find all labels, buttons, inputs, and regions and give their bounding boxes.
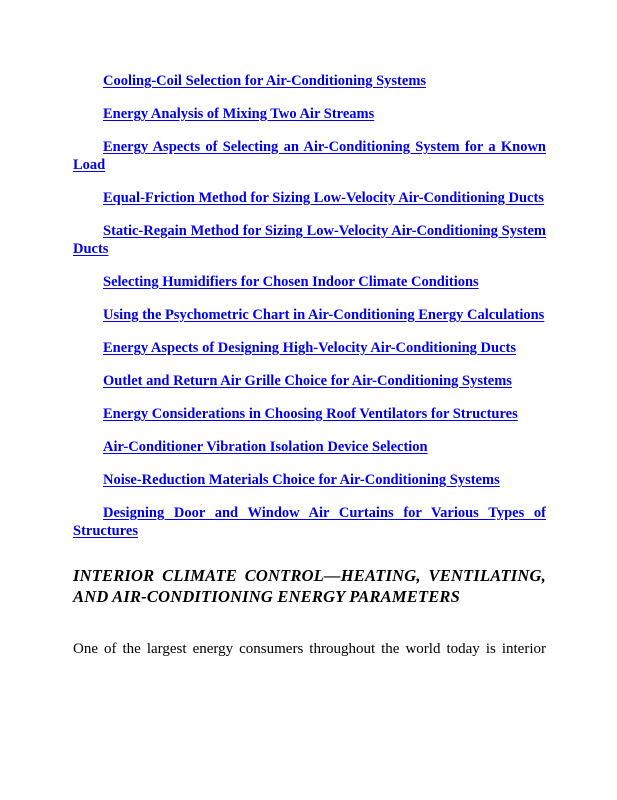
- link-cooling-coil-selection[interactable]: Cooling-Coil Selection for Air-Conditioning Systems: [103, 73, 427, 89]
- link-psychometric-chart[interactable]: Using the Psychometric Chart in Air-Conditioning Energy Calculations: [103, 307, 545, 323]
- link-vibration-isolation[interactable]: Air-Conditioner Vibration Isolation Device Selection: [103, 439, 428, 455]
- section-heading: INTERIOR CLIMATE CONTROL—HEATING, VENTILATING, AND AIR-CONDITIONING ENERGY PARAMETERS: [73, 566, 546, 606]
- link-energy-analysis-mixing[interactable]: Energy Analysis of Mixing Two Air Streams: [103, 106, 375, 122]
- link-list: [73, 72, 546, 540]
- link-high-velocity-ducts[interactable]: Energy Aspects of Designing High-Velocity Air-Conditioning Ducts: [103, 340, 517, 356]
- link-outlet-return-grille[interactable]: Outlet and Return Air Grille Choice for Air-Conditioning Systems: [103, 373, 512, 389]
- link-air-curtains[interactable]: Designing Door and Window Air Curtains for Various Types of Structures: [73, 505, 546, 539]
- body-paragraph: One of the largest energy consumers throughout the world today is interior: [73, 641, 546, 657]
- document-page: [73, 72, 546, 658]
- link-selecting-humidifiers[interactable]: Selecting Humidifiers for Chosen Indoor Climate Conditions: [103, 274, 479, 290]
- link-equal-friction-method[interactable]: Equal-Friction Method for Sizing Low-Velocity Air-Conditioning Ducts: [103, 190, 544, 206]
- link-energy-aspects-selecting-system[interactable]: Energy Aspects of Selecting an Air-Conditioning System for a Known Load: [73, 139, 546, 173]
- link-roof-ventilators[interactable]: Energy Considerations in Choosing Roof Ventilators for Structures: [103, 406, 518, 422]
- link-static-regain-method[interactable]: Static-Regain Method for Sizing Low-Velocity Air-Conditioning System Ducts: [73, 223, 546, 257]
- link-noise-reduction-materials[interactable]: Noise-Reduction Materials Choice for Air-Conditioning Systems: [103, 472, 500, 488]
